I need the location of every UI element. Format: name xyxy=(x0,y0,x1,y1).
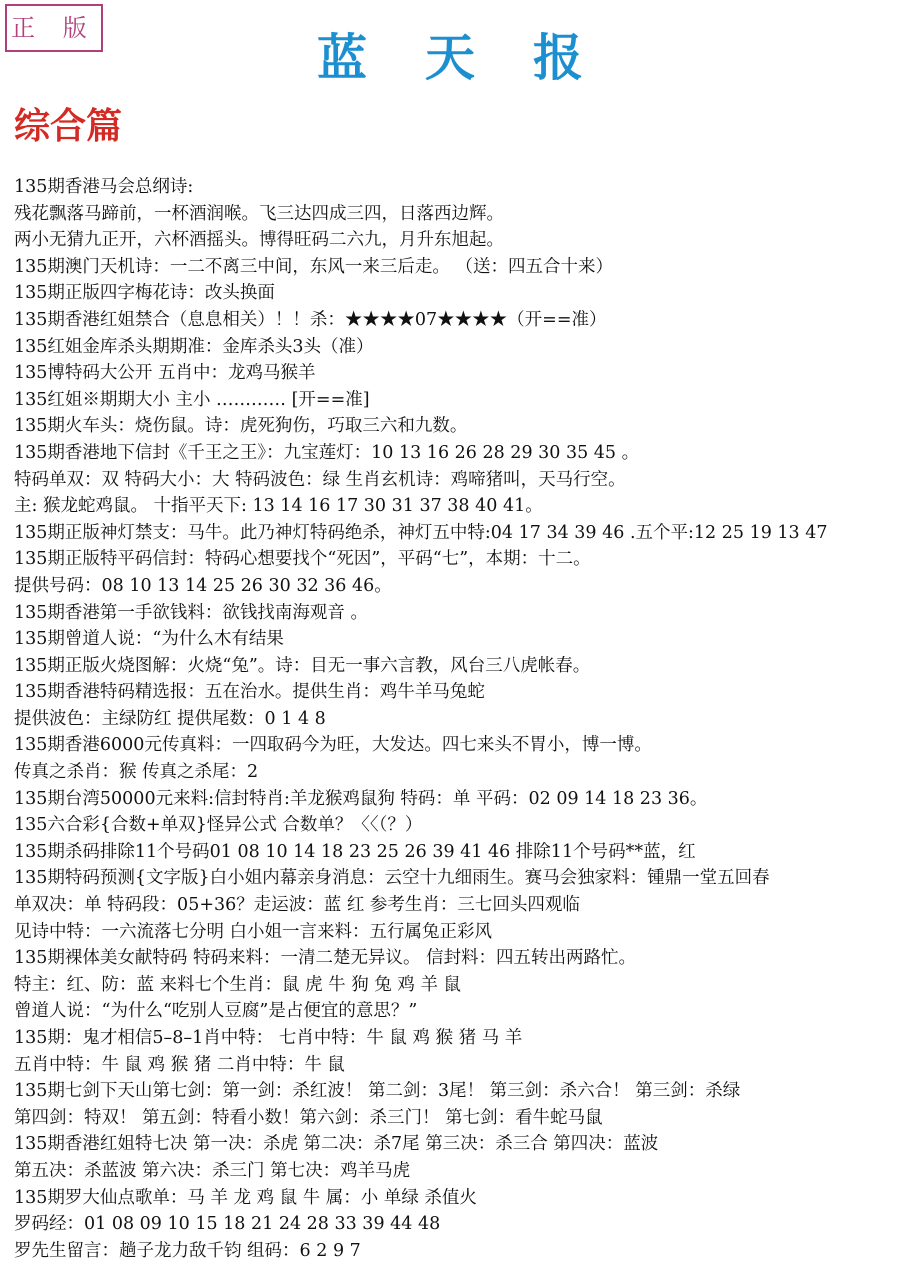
text-line: 残花飘落马蹄前，一杯酒润喉。飞三达四成三四，日落西边辉。 xyxy=(14,203,504,224)
text-line: 特主：红、防：蓝 来料七个生肖：鼠 虎 牛 狗 兔 鸡 羊 鼠 xyxy=(14,974,462,995)
text-line: 罗码经：01 08 09 10 15 18 21 24 28 33 39 44 48 xyxy=(14,1214,441,1235)
text-line: 135期裸体美女献特码 特码来料：一清二楚无异议。 信封料：四五转出两路忙。 xyxy=(14,948,637,969)
text-line: 135期火车头：烧伤鼠。诗：虎死狗伤，巧取三六和九数。 xyxy=(14,416,468,437)
text-line: 135期曾道人说：“为什么木有结果 xyxy=(14,629,284,650)
text-line: 135期澳门天机诗：一二不离三中间，东风一来三后走。 （送：四五合十来） xyxy=(14,256,613,277)
text-line: 罗先生留言：趟子龙力敌千钧 组码：6 2 9 7 xyxy=(14,1240,361,1261)
text-line: 135期香港特码精选报：五在治水。提供生肖：鸡牛羊马兔蛇 xyxy=(14,682,485,703)
text-line: 提供波色：主绿防红 提供尾数：0 1 4 8 xyxy=(14,708,326,729)
text-line: 135红姐※期期大小 主小 ………… [开==准] xyxy=(14,389,370,410)
text-line: 135期香港马会总纲诗: xyxy=(14,177,194,197)
section-heading: 综合篇 xyxy=(14,105,123,147)
text-line: 主: 猴龙蛇鸡鼠。 十指平天下: 13 14 16 17 30 31 37 38 40 41。 xyxy=(14,496,543,517)
text-line: 单双决：单 特码段：05+36？走运波：蓝 红 参考生肖：三七回头四观临 xyxy=(14,895,580,916)
text-line: 特码单双：双 特码大小：大 特码波色：绿 生肖玄机诗：鸡啼猪叫，天马行空。 xyxy=(14,469,626,490)
text-line: 135期香港红姐特七决 第一决：杀虎 第二决：杀7尾 第三决：杀三合 第四决：蓝波 xyxy=(14,1134,659,1155)
text-line: 见诗中特：一六流落七分明 白小姐一言来料：五行属兔正彩风 xyxy=(14,921,493,942)
text-body xyxy=(14,174,894,1264)
page-title: 蓝天报 xyxy=(317,28,641,87)
text-line: 两小无猜九正开，六杯酒摇头。博得旺码二六九，月升东旭起。 xyxy=(14,230,504,251)
text-line: 135期杀码排除11个号码01 08 10 14 18 23 25 26 39 41 46 排除11个号码**蓝，红 xyxy=(14,841,696,862)
text-line: 曾道人说：“为什么“吃别人豆腐”是占便宜的意思？” xyxy=(14,1001,418,1022)
text-line: 提供号码：08 10 13 14 25 26 30 32 36 46。 xyxy=(14,575,392,596)
text-line: 135期七剑下天山第七剑：第一剑：杀红波！ 第二剑：3尾！ 第三剑：杀六合！ 第三剑：杀绿 xyxy=(14,1081,741,1102)
text-line: 135六合彩{合数+单双}怪异公式 合数单？〈〈（？） xyxy=(14,815,423,836)
text-line: 135期正版四字梅花诗：改头换面 xyxy=(14,283,275,304)
text-line: 135期台湾50000元来料:信封特肖:羊龙猴鸡鼠狗 特码：单 平码：02 09 14 18 23 36。 xyxy=(14,788,708,809)
text-line: 135期香港第一手欲钱料：欲钱找南海观音 。 xyxy=(14,602,368,623)
text-line: 第五决：杀蓝波 第六决：杀三门 第七决：鸡羊马虎 xyxy=(14,1160,411,1181)
text-line: 135期香港地下信封《千王之王》：九宝莲灯：10 13 16 26 28 29 30 35 45 。 xyxy=(14,442,640,463)
text-line: 第四剑：特双！ 第五剑：特看小数！第六剑：杀三门！ 第七剑：看牛蛇马鼠 xyxy=(14,1107,603,1128)
text-line: 135期正版神灯禁支：马牛。此乃神灯特码绝杀，神灯五中特:04 17 34 39 46 .五个平:12 25 19 13 47 xyxy=(14,522,828,543)
text-line: 五肖中特：牛 鼠 鸡 猴 猪 二肖中特：牛 鼠 xyxy=(14,1054,345,1075)
edition-badge: 正 版 xyxy=(5,4,103,52)
text-line: 135博特码大公开 五肖中：龙鸡马猴羊 xyxy=(14,363,316,384)
text-line: 135期正版火烧图解：火烧“兔”。诗：目无一事六言教，风台三八虎帐春。 xyxy=(14,655,591,676)
text-line: 135期正版特平码信封：特码心想要找个“死因”，平码“七”，本期：十二。 xyxy=(14,549,591,570)
text-line: 135期特码预测{文字版}白小姐内幕亲身消息：云空十九细雨生。赛马会独家料：锺鼎一堂五回春 xyxy=(14,868,770,889)
text-line: 135期香港红姐禁合（息息相关）！！杀：★★★★07★★★★（开==准） xyxy=(14,309,607,330)
text-line: 传真之杀肖：猴 传真之杀尾：2 xyxy=(14,762,259,783)
text-line: 135期罗大仙点歌单：马 羊 龙 鸡 鼠 牛 属：小 单绿 杀值火 xyxy=(14,1187,477,1208)
text-line: 135期：鬼才相信5–8–1肖中特： 七肖中特：牛 鼠 鸡 猴 猪 马 羊 xyxy=(14,1028,523,1048)
text-line: 135期香港6000元传真料：一四取码今为旺，大发达。四七来头不胃小，博一博。 xyxy=(14,735,652,756)
text-line: 135红姐金库杀头期期准：金库杀头3头（准） xyxy=(14,336,374,357)
